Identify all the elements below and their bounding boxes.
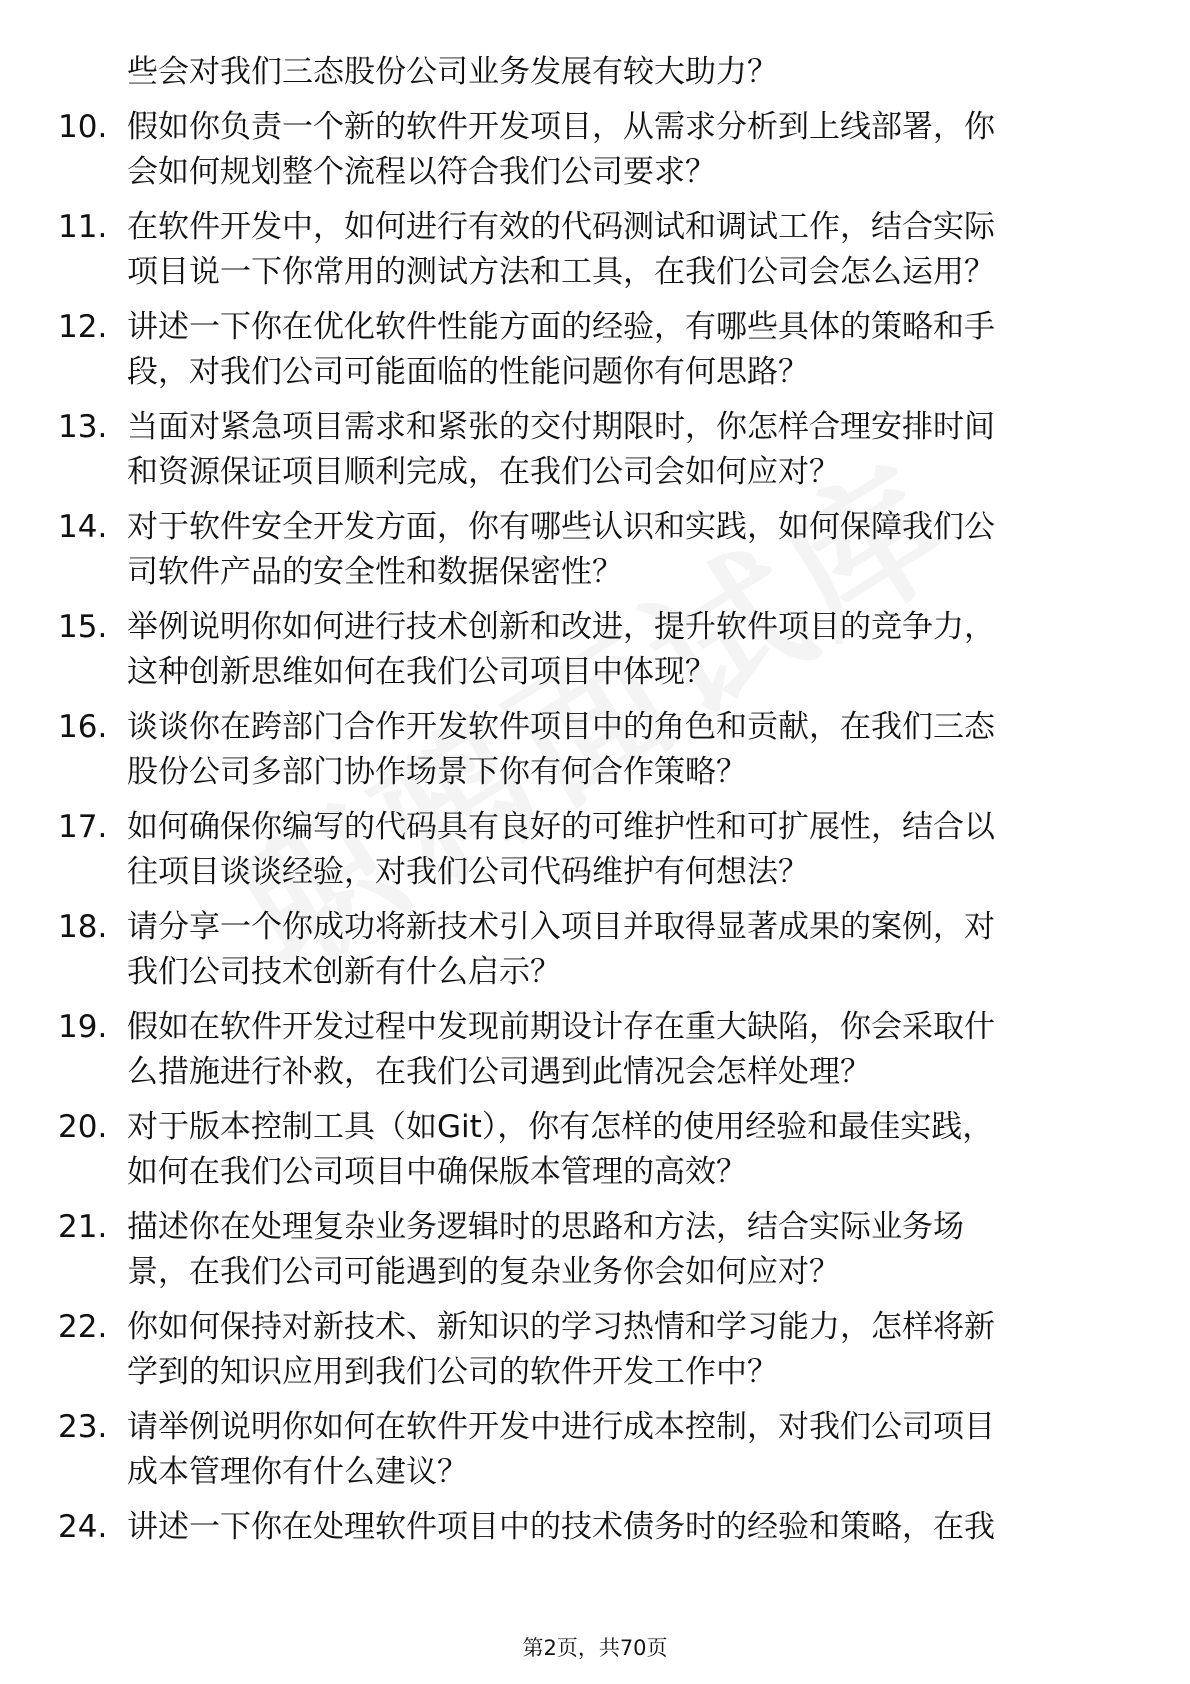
question-text-line: 谈谈你在跨部门合作开发软件项目中的角色和贡献，在我们三态 <box>127 709 995 745</box>
question-number: 12. <box>58 309 108 345</box>
question-number: 17. <box>58 809 108 845</box>
question-number: 20. <box>58 1109 108 1145</box>
question-text-line: 请分享一个你成功将新技术引入项目并取得显著成果的案例，对 <box>127 909 995 945</box>
question-number: 10. <box>58 109 108 145</box>
question-text-line: 这种创新思维如何在我们公司项目中体现？ <box>127 654 716 690</box>
question-text-line: 讲述一下你在优化软件性能方面的经验，有哪些具体的策略和手 <box>127 309 995 345</box>
question-number: 24. <box>58 1509 108 1545</box>
question-number: 19. <box>58 1009 108 1045</box>
question-text-line: 你如何保持对新技术、新知识的学习热情和学习能力，怎样将新 <box>127 1309 995 1345</box>
question-number: 18. <box>58 909 108 945</box>
question-text-line: 景，在我们公司可能遇到的复杂业务你会如何应对？ <box>127 1254 840 1290</box>
question-text-line: 项目说一下你常用的测试方法和工具，在我们公司会怎么运用？ <box>127 254 995 290</box>
question-text-line: 往项目谈谈经验，对我们公司代码维护有何想法？ <box>127 854 809 890</box>
question-text-line: 讲述一下你在处理软件项目中的技术债务时的经验和策略，在我 <box>127 1509 995 1545</box>
question-text-line: 会如何规划整个流程以符合我们公司要求？ <box>127 154 716 190</box>
question-text-line: 学到的知识应用到我们公司的软件开发工作中？ <box>127 1354 778 1390</box>
question-number: 14. <box>58 509 108 545</box>
page-footer: 第2页，共70页 <box>522 1636 668 1660</box>
question-number: 13. <box>58 409 108 445</box>
question-number: 15. <box>58 609 108 645</box>
question-number: 11. <box>58 209 108 245</box>
question-text-line: 司软件产品的安全性和数据保密性？ <box>127 554 623 590</box>
question-text-line: 如何确保你编写的代码具有良好的可维护性和可扩展性，结合以 <box>127 809 995 845</box>
question-number: 16. <box>58 709 108 745</box>
question-text-line: 么措施进行补救，在我们公司遇到此情况会怎样处理？ <box>127 1054 871 1090</box>
question-text-line: 如何在我们公司项目中确保版本管理的高效？ <box>127 1154 747 1190</box>
question-number: 23. <box>58 1409 108 1445</box>
question-number: 21. <box>58 1209 108 1245</box>
question-text-line: 和资源保证项目顺利完成，在我们公司会如何应对？ <box>127 454 840 490</box>
question-text-line: 假如在软件开发过程中发现前期设计存在重大缺陷，你会采取什 <box>127 1009 995 1045</box>
question-text-line: 我们公司技术创新有什么启示？ <box>127 954 561 990</box>
question-text-line: 假如你负责一个新的软件开发项目，从需求分析到上线部署，你 <box>127 109 995 145</box>
question-text-line: 在软件开发中，如何进行有效的代码测试和调试工作，结合实际 <box>127 209 995 245</box>
question-text-line: 举例说明你如何进行技术创新和改进，提升软件项目的竞争力， <box>127 609 995 645</box>
question-text-line: 对于版本控制工具（如Git），你有怎样的使用经验和最佳实践， <box>127 1109 994 1145</box>
question-text-line: 对于软件安全开发方面，你有哪些认识和实践，如何保障我们公 <box>127 509 995 545</box>
question-text-line: 段，对我们公司可能面临的性能问题你有何思路？ <box>127 354 809 390</box>
continuation-line: 些会对我们三态股份公司业务发展有较大助力？ <box>127 54 778 90</box>
question-text-line: 描述你在处理复杂业务逻辑时的思路和方法，结合实际业务场 <box>127 1209 964 1245</box>
question-text-line: 成本管理你有什么建议？ <box>127 1454 468 1490</box>
question-text-line: 股份公司多部门协作场景下你有何合作策略？ <box>127 754 747 790</box>
question-text-line: 请举例说明你如何在软件开发中进行成本控制，对我们公司项目 <box>127 1409 995 1445</box>
question-number: 22. <box>58 1309 108 1345</box>
question-text-line: 当面对紧急项目需求和紧张的交付期限时，你怎样合理安排时间 <box>127 409 995 445</box>
